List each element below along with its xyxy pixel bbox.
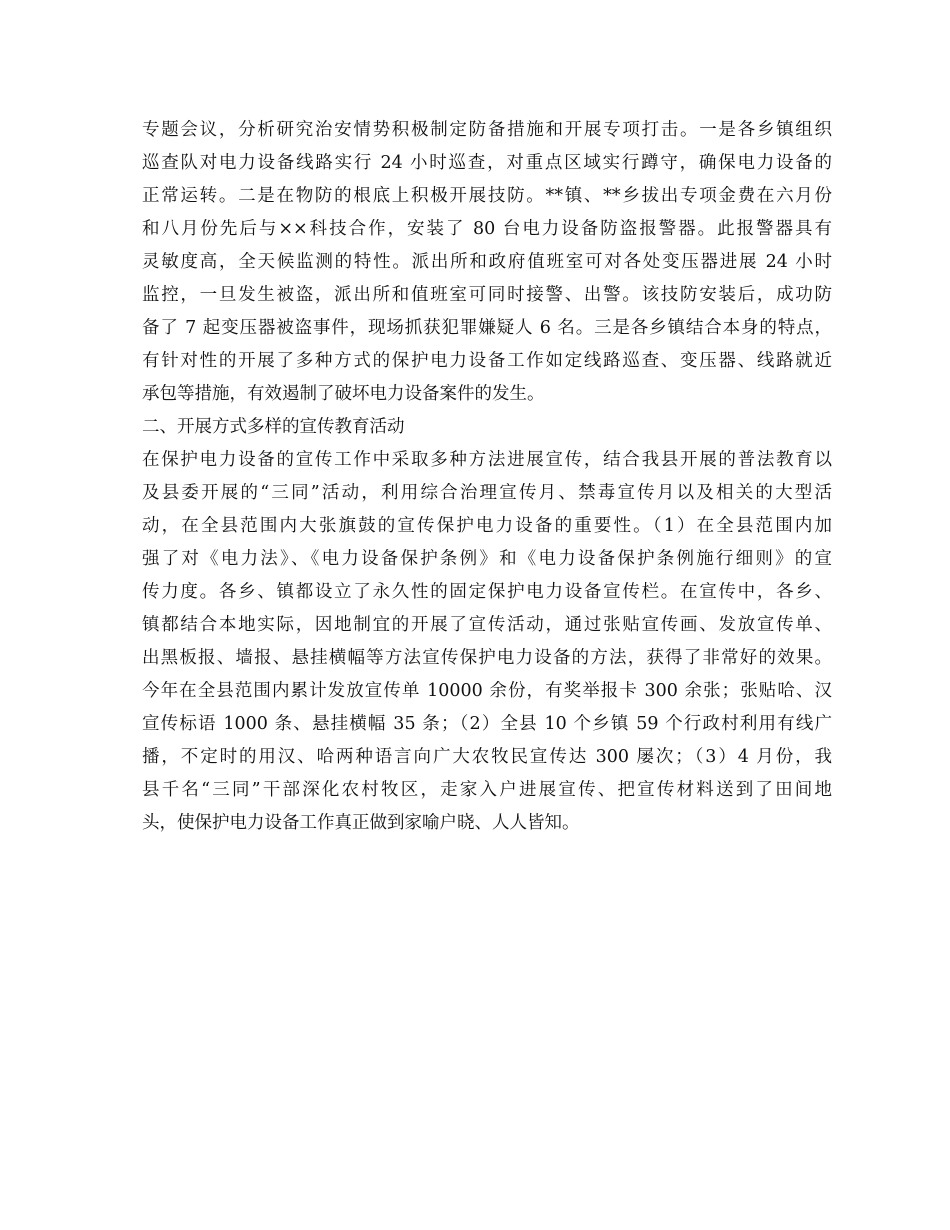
text-line: 灵敏度高，全天候监测的特性。派出所和政府值班室可对各处变压器进展 24 小时 — [142, 252, 832, 272]
text-line: 在保护电力设备的宣传工作中采取多种方法进展宣传，结合我县开展的普法教育以 — [142, 450, 832, 470]
text-line: 正常运转。二是在物防的根底上积极开展技防。**镇、**乡拔出专项金费在六月份 — [142, 186, 832, 206]
text-line: 监控，一旦发生被盗，派出所和值班室可同时接警、出警。该技防安装后，成功防 — [142, 285, 832, 305]
section-heading: 二、开展方式多样的宣传教育活动 — [142, 417, 405, 437]
text-line: 镇都结合本地实际，因地制宜的开展了宣传活动，通过张贴宣传画、发放宣传单、 — [142, 615, 832, 635]
text-line: 县千名“三同”干部深化农村牧区，走家入户进展宣传、把宣传材料送到了田间地 — [142, 780, 832, 800]
text-line: 宣传标语 1000 条、悬挂横幅 35 条；（2）全县 10 个乡镇 59 个行政村利用有线广 — [142, 714, 832, 734]
text-line: 备了 7 起变压器被盗事件，现场抓获犯罪嫌疑人 6 名。三是各乡镇结合本身的特点， — [142, 318, 832, 338]
text-line: 承包等措施，有效遏制了破坏电力设备案件的发生。 — [142, 384, 545, 404]
text-line: 出黑板报、墙报、悬挂横幅等方法宣传保护电力设备的方法，获得了非常好的效果。 — [142, 648, 832, 668]
paragraph-publicity — [142, 444, 832, 840]
text-line: 及县委开展的“三同”活动，利用综合治理宣传月、禁毒宣传月以及相关的大型活 — [142, 483, 832, 503]
text-line: 今年在全县范围内累计发放宣传单 10000 余份，有奖举报卡 300 余张；张贴哈、汉 — [142, 681, 832, 701]
text-line: 有针对性的开展了多种方式的保护电力设备工作如定线路巡查、变压器、线路就近 — [142, 351, 832, 371]
text-line: 动，在全县范围内大张旗鼓的宣传保护电力设备的重要性。（1）在全县范围内加 — [142, 516, 832, 536]
text-line: 头，使保护电力设备工作真正做到家喻户晓、人人皆知。 — [142, 813, 580, 833]
text-line: 强了对《电力法》、《电力设备保护条例》和《电力设备保护条例施行细则》的宣 — [142, 549, 832, 569]
text-line: 和八月份先后与××科技合作，安装了 80 台电力设备防盗报警器。此报警器具有 — [142, 219, 832, 239]
text-line: 传力度。各乡、镇都设立了永久性的固定保护电力设备宣传栏。在宣传中，各乡、 — [142, 582, 832, 602]
document-page — [142, 114, 832, 840]
text-line: 播，不定时的用汉、哈两种语言向广大农牧民宣传达 300 屡次；（3）4 月份，我 — [142, 747, 832, 767]
paragraph-measures — [142, 114, 832, 411]
text-line: 巡查队对电力设备线路实行 24 小时巡查，对重点区域实行蹲守，确保电力设备的 — [142, 153, 832, 173]
text-line: 专题会议，分析研究治安情势积极制定防备措施和开展专项打击。一是各乡镇组织 — [142, 120, 832, 140]
